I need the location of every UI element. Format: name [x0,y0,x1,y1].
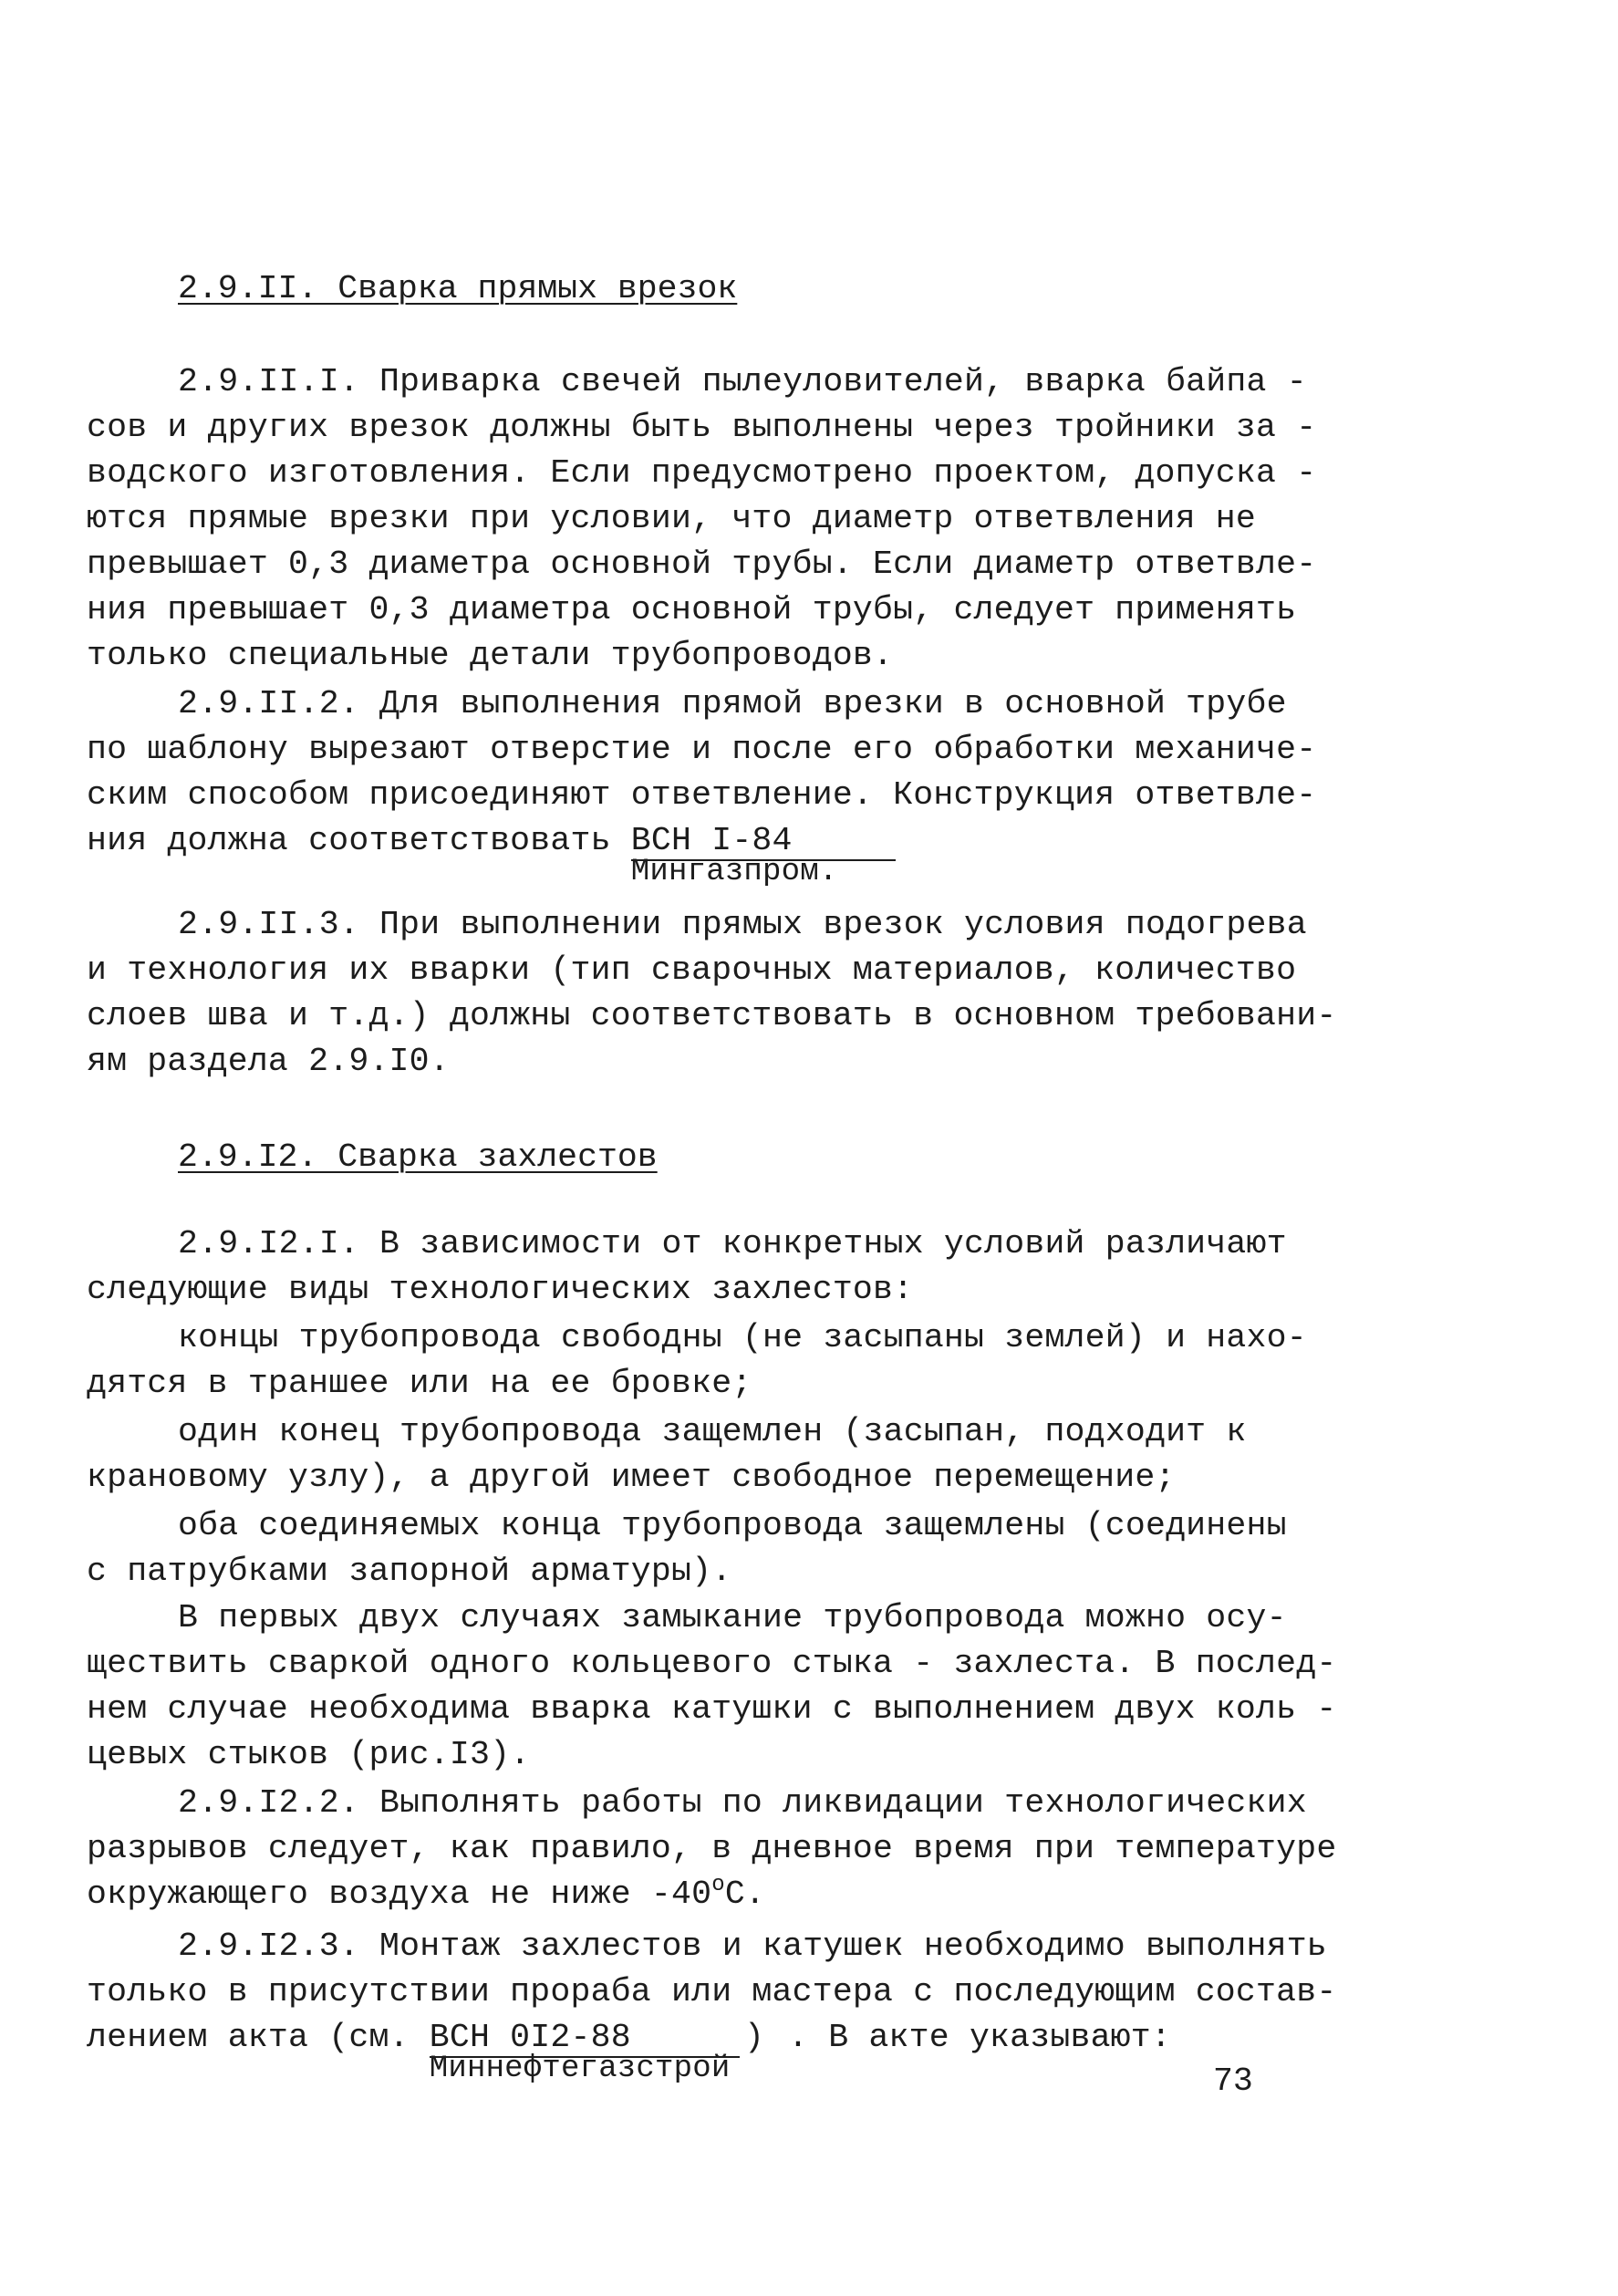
paragraph-line: сов и других врезок должны быть выполнены через тройники за - [87,409,1317,446]
section-heading-2-9-11: 2.9.II. Сварка прямых врезок [178,270,738,307]
reference-code: ВСН I-84 [630,822,793,859]
page-number: 73 [1213,2062,1253,2100]
reference-close-paren: ) [743,2019,764,2056]
list-item-line: дятся в траншее или на ее бровке; [87,1365,752,1402]
reference-authority: Мингазпром. [630,855,838,889]
paragraph-line: ния превышает 0,3 диаметра основной трубы, следует применять [87,591,1297,629]
line-text: ния должна соответствовать [87,822,631,859]
reference-authority: Миннефтегазстрой [429,2052,731,2086]
paragraph-line: цевых стыков (рис.I3). [87,1736,531,1773]
reference-code: ВСН 0I2-88 [429,2019,631,2056]
paragraph-line: следующие виды технологических захлестов: [87,1271,914,1308]
paragraph-line: по шаблону вырезают отверстие и после его обработки механиче- [87,731,1317,768]
paragraph-line: ются прямые врезки при условии, что диаметр ответвления не [87,500,1257,537]
list-item-line: один конец трубопровода защемлен (засыпан, подходит к [178,1413,1247,1450]
list-item-line: с патрубками запорной арматуры). [87,1553,732,1590]
paragraph-line: ществить сваркой одного кольцевого стыка - захлеста. В послед- [87,1645,1337,1682]
paragraph-line: разрывов следует, как правило, в дневное время при температуре [87,1830,1337,1867]
paragraph-line: 2.9.II.I. Приварка свечей пылеуловителей, вварка байпа - [178,363,1307,400]
line-text: лением акта (см. [87,2019,430,2056]
paragraph-line: 2.9.I2.3. Монтаж захлестов и катушек необходимо выполнять [178,1927,1327,1965]
normative-reference [630,819,838,889]
list-item-line: оба соединяемых конца трубопровода защемлены (соединены [178,1507,1287,1544]
temperature-unit: С. [724,1875,766,1913]
paragraph-line: 2.9.II.2. Для выполнения прямой врезки в основной трубе [178,685,1287,722]
paragraph-line: В первых двух случаях замыкание трубопровода можно осу- [178,1599,1287,1636]
paragraph-line: 2.9.II.3. При выполнении прямых врезок условия подогрева [178,906,1307,943]
paragraph-line: слоев шва и т.д.) должны соответствовать в основном требовани- [87,997,1337,1034]
section-heading-2-9-12: 2.9.I2. Сварка захлестов [178,1138,658,1176]
paragraph-line: 2.9.I2.I. В зависимости от конкретных условий различают [178,1225,1287,1262]
line-text: окружающего воздуха не ниже -40 [87,1875,712,1913]
paragraph-line: только специальные детали трубопроводов. [87,637,894,674]
paragraph-line: ским способом присоединяют ответвление. Конструкция ответвле- [87,776,1317,814]
normative-reference [429,2016,768,2086]
paragraph-line: нем случае необходима вварка катушки с выполнением двух коль - [87,1690,1337,1728]
list-item-line: крановому узлу), а другой имеет свободное перемещение; [87,1459,1176,1496]
line-text: . В акте указывают: [767,2019,1171,2056]
paragraph-line: 2.9.I2.2. Выполнять работы по ликвидации технологических [178,1784,1307,1822]
paragraph-line: только в присутствии прораба или мастера с последующим состав- [87,1973,1337,2010]
degree-sign: о [711,1873,725,1897]
paragraph-line: превышает 0,3 диаметра основной трубы. Если диаметр ответвле- [87,545,1317,583]
paragraph-line: водского изготовления. Если предусмотрено проектом, допуска - [87,454,1317,492]
paragraph-line-with-reference [87,2016,1171,2086]
paragraph-line: ям раздела 2.9.I0. [87,1043,450,1080]
paragraph-line-with-temperature [87,1873,765,1917]
paragraph-line-with-reference [87,819,838,889]
list-item-line: концы трубопровода свободны (не засыпаны землей) и нахо- [178,1319,1307,1356]
paragraph-line: и технология их вварки (тип сварочных материалов, количество [87,951,1297,989]
